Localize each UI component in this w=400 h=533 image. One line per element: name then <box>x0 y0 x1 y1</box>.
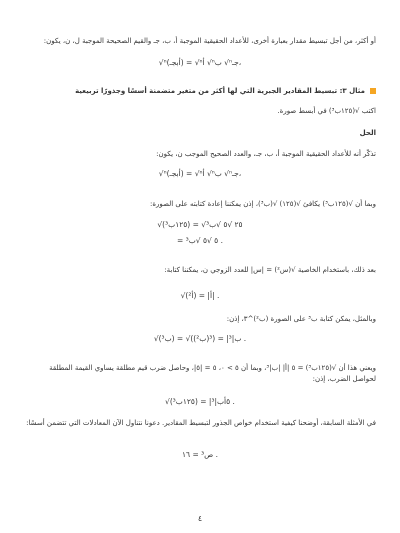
example-task: اكتب √(١٢٥ب³) في أبسط صورة. <box>277 107 376 115</box>
root-product-rule-equation-2: √ⁿ(أبجـ) = √ⁿأ √ⁿب √ⁿجـ، <box>158 169 242 178</box>
final-result-equation: √(١٢٥ب³) = |٥أب|³ . <box>165 397 235 406</box>
solution-paragraph-1: تذكَّر أنه للأعداد الحقيقية الموجبة أ، ب، جـ، والعدد الصحيح الموجب ن، يكون: <box>156 150 376 158</box>
solution-paragraph-3: بعد ذلك، باستخدام الخاصية √(س²) = |س| للعدد الزوجي ن، يمكننا كتابة: <box>164 266 376 274</box>
solution-paragraph-5: ويعني هذا أن √(١٢٥ب³) = ٥ |أ| |ب|³، وبما أن ٥ > ٠، ٥ = |٥|، وحاصل ضرب قيم مطلقة يساوي القيمة المطلقة لحواصل الضرب، إذن: <box>49 364 376 383</box>
heading-bullet-icon <box>370 88 376 94</box>
root-product-rule-equation: √ⁿ(أبجـ) = √ⁿأ √ⁿب √ⁿجـ، <box>158 58 242 67</box>
absolute-value-equation: √(أ²) = |أ| . <box>180 291 220 300</box>
power-rewrite-equation: √(ب³) = √((ب²)³) = |ب|³ . <box>153 334 247 343</box>
closing-paragraph: في الأمثلة السابقة، أوضحنا كيفية استخدام خواص الجذور لتبسيط المقادير. دعونا نتناول الآن المعادلات التي تتضمن أسسًا: <box>26 419 376 427</box>
solution-label: الحل <box>359 129 376 137</box>
rewrite-equation-2: = ٥ √٥ √ب³ . <box>177 236 223 245</box>
solution-paragraph-2: وبما أن √(١٢٥ب³) يكافئ √(١٢٥) √(ب³)، إذن يمكننا إعادة كتابته على الصورة: <box>150 200 376 208</box>
solution-paragraph-4: وبالمثل، يمكن كتابة ب³ على الصورة (ب²)^٣، إذن: <box>226 315 376 323</box>
page-number: ٤ <box>197 514 203 523</box>
intro-paragraph: أو أكثر، من أجل تبسيط مقدار بعبارة أخرى، للأعداد الحقيقية الموجبة أ، ب، جـ والقيم الصحيحة الموجبة ل، ن، يكون: <box>43 37 376 45</box>
rewrite-equation-1: √(١٢٥ب³) = √٢٥ √٥ √ب³ <box>157 220 243 229</box>
example-heading: مثال ٣: تبسيط المقادير الجبرية التي لها أكثر من متغير متضمنة أسسًا وجذورًا تربيعية <box>24 86 376 97</box>
exponent-equation: ص³ = ١٦ . <box>182 450 218 459</box>
